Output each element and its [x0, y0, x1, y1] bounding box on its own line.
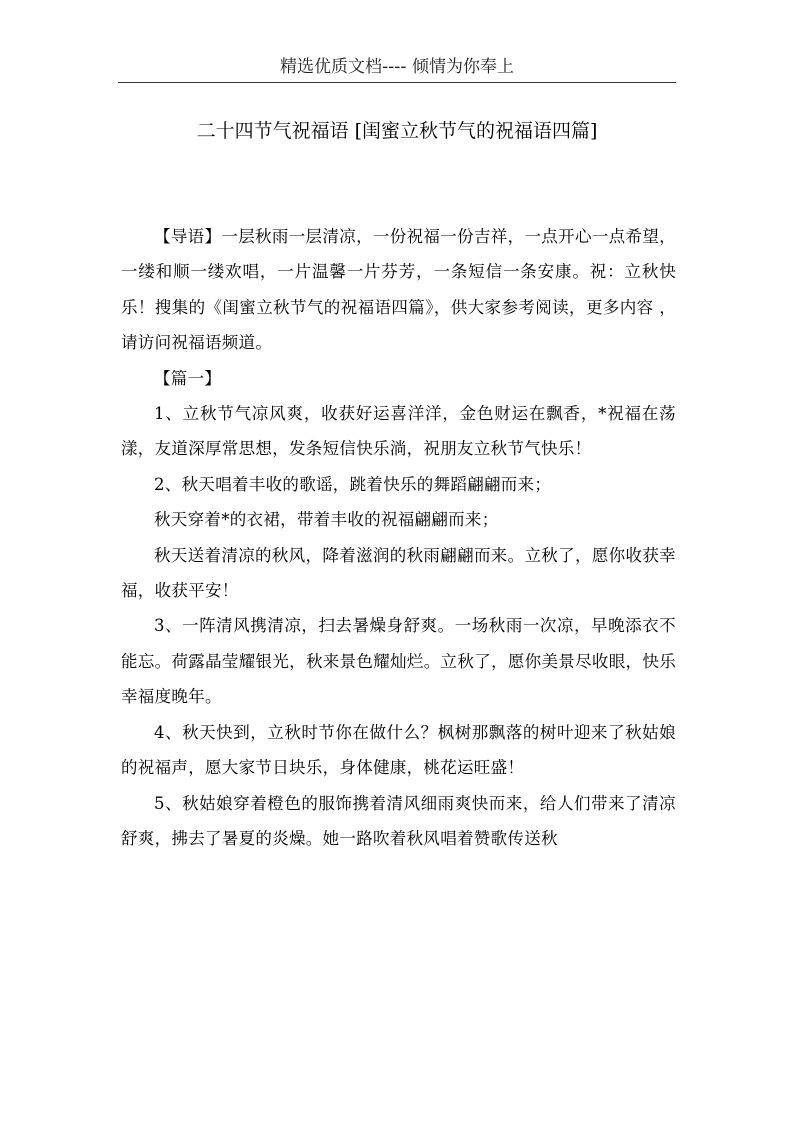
paragraph: 4、秋天快到，立秋时节你在做什么？枫树那飘落的树叶迎来了秋姑娘的祝福声，愿大家节日块乐，身体健康，桃花运旺盛！ [121, 722, 676, 778]
paragraph: 3、一阵清风携清凉，扫去暑燥身舒爽。一场秋雨一次凉，早晚添衣不能忘。荷露晶莹耀银光，秋来景色耀灿烂。立秋了，愿你美景尽收眼，快乐幸福度晚年。 [121, 616, 676, 707]
paragraph: 2、秋天唱着丰收的歌谣，跳着快乐的舞蹈翩翩而来； [154, 474, 552, 494]
section-heading: 【篇一】 [154, 368, 222, 388]
intro-paragraph: 【导语】一层秋雨一层清凉，一份祝福一份吉祥，一点开心一点希望，一缕和顺一缕欢唱，一片温馨一片芬芳，一条短信一条安康。祝：立秋快乐！搜集的《闺蜜立秋节气的祝福语四篇》，供大家参考阅读，更多内容 ，请访问祝福语频道。 [121, 227, 676, 353]
document-body [121, 219, 676, 856]
paragraph: 秋天送着清凉的秋风，降着滋润的秋雨翩翩而来。立秋了，愿你收获幸福，收获平安！ [121, 545, 676, 601]
paragraph: 1、立秋节气凉风爽，收获好运喜洋洋，金色财运在飘香，*祝福在荡漾，友道深厚常思想，发条短信快乐淌，祝朋友立秋节气快乐！ [121, 404, 676, 459]
paragraph: 5、秋姑娘穿着橙色的服饰携着清风细雨爽快而来，给人们带来了清凉舒爽，拂去了暑夏的炎燥。她一路吹着秋风唱着赞歌传送秋 [121, 793, 676, 848]
page-header: 精选优质文档---- 倾情为你奉上 [118, 52, 676, 83]
document-title: 二十四节气祝福语 [闺蜜立秋节气的祝福语四篇] [196, 120, 598, 142]
paragraph: 秋天穿着*的衣裙，带着丰收的祝福翩翩而来； [154, 510, 499, 530]
